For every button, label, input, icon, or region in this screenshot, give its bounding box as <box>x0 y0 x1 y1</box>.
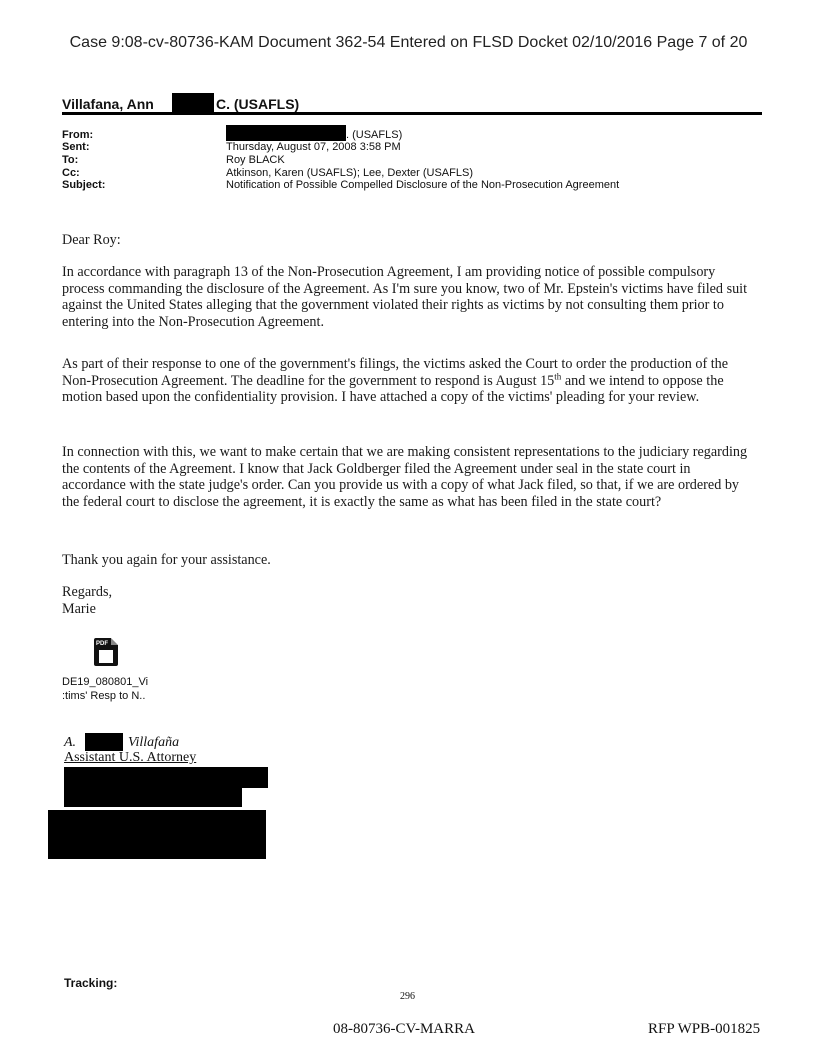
paragraph-text: In connection with this, we want to make certain that we are making consistent representations to the judiciary regarding the contents of the Agreement. I know that Jack Goldberger filed the Agreement under seal in the state court in accordance with the state judge's order. Can you provide us with a copy of what Jack filed, so that, if we are ordered by the federal court to disclose the agreement, it is exactly the same as what has been filed in the state court? <box>62 444 748 510</box>
tracking-label: Tracking: <box>64 976 118 990</box>
redaction-box <box>172 93 214 112</box>
redaction-box <box>64 767 268 788</box>
thanks-line: Thank you again for your assistance. <box>62 552 271 568</box>
sent-label: Sent: <box>62 141 90 153</box>
regards-line: Regards, <box>62 584 113 600</box>
superscript: th <box>554 370 562 381</box>
sent-value: Thursday, August 07, 2008 3:58 PM <box>226 141 401 153</box>
from-label: From: <box>62 129 94 141</box>
paragraph-text-part: and we intend to oppose the motion based upon the confidentiality provision. I have attached a copy of the victims' pleading for your review. <box>62 372 724 405</box>
cc-label: Cc: <box>62 167 80 179</box>
redaction-box <box>85 733 123 751</box>
header-rule <box>62 112 762 115</box>
case-header: Case 9:08-cv-80736-KAM Document 362-54 Entered on FLSD Docket 02/10/2016 Page 7 of 20 <box>69 34 748 51</box>
body-paragraph-3 <box>62 444 756 510</box>
case-number: 08-80736-CV-MARRA <box>333 1021 475 1037</box>
cc-value: Atkinson, Karen (USAFLS); Lee, Dexter (USAFLS) <box>226 167 473 179</box>
pdf-icon-label: PDF <box>96 641 108 647</box>
to-value: Roy BLACK <box>226 154 285 166</box>
attachment-name-line-1[interactable]: DE19_080801_Vi <box>62 676 149 688</box>
body-paragraph-2 <box>62 356 756 406</box>
paragraph-text: In accordance with paragraph 13 of the Non-Prosecution Agreement, I am providing notice of possible compulsory process commanding the disclosure of the Agreement. As I'm sure you know, two of Mr. Epstein's victims have filed suit against the United States alleging that the government violated their rights as victims by not consulting them prior to entering into the Non-Prosecution Agreement. <box>62 264 748 330</box>
signature-initial: A. <box>64 735 77 750</box>
paragraph-text-part: As part of their response to one of the government's filings, the victims asked the Court to order the production of the Non-Prosecution Agreement. The deadline for the government to respond is August 15 <box>62 356 729 389</box>
salutation: Dear Roy: <box>62 232 121 248</box>
from-value: . (USAFLS) <box>346 129 403 141</box>
paragraph-text <box>62 356 756 406</box>
bates-number: RFP WPB-001825 <box>648 1021 761 1037</box>
subject-value: Notification of Possible Compelled Disclosure of the Non-Prosecution Agreement <box>226 179 620 191</box>
attachment-name-line-2[interactable]: :tims' Resp to N.. <box>62 690 146 702</box>
page-number: 296 <box>400 991 415 1002</box>
redaction-box <box>226 125 346 141</box>
mailbox-owner-suffix: C. (USAFLS) <box>216 96 300 112</box>
signature-title: Assistant U.S. Attorney <box>64 750 197 765</box>
redaction-box <box>64 788 242 807</box>
subject-label: Subject: <box>62 179 106 191</box>
body-paragraph-1 <box>62 264 756 330</box>
to-label: To: <box>62 154 79 166</box>
signature-surname: Villafaña <box>128 735 180 750</box>
mailbox-owner-name: Villafana, Ann <box>62 96 154 112</box>
signoff-name: Marie <box>62 601 96 617</box>
redaction-box <box>48 810 266 859</box>
pdf-attachment-icon[interactable] <box>94 638 118 666</box>
